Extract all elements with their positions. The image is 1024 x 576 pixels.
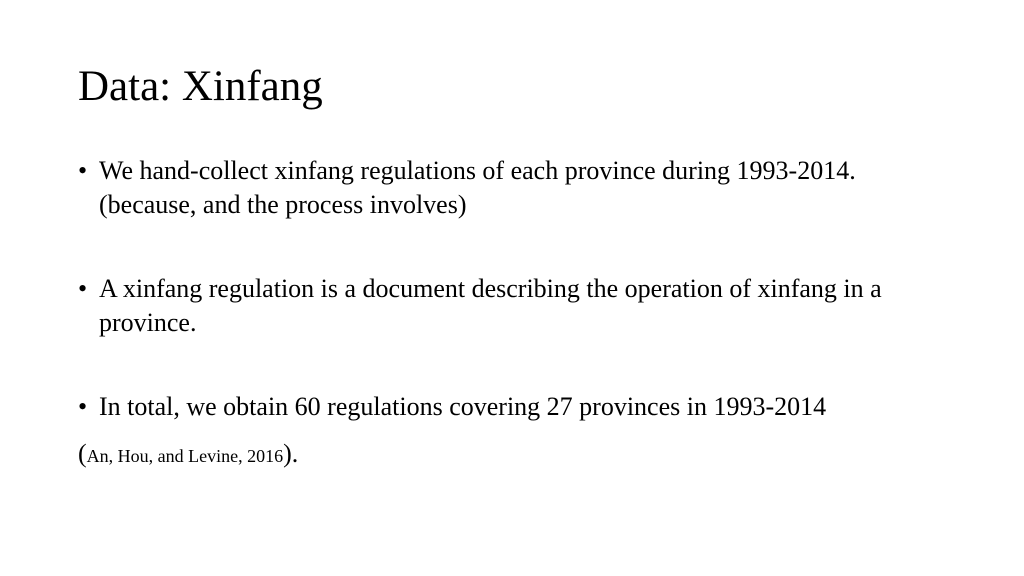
citation-close: ). — [283, 439, 299, 468]
bullet-dot: • — [78, 392, 88, 421]
citation-text: An, Hou, and Levine, 2016 — [86, 446, 284, 466]
citation-line — [78, 436, 298, 474]
bullet-item — [78, 154, 958, 222]
citation-open-paren: ( — [78, 439, 87, 468]
bullet-item — [78, 390, 958, 424]
bullet-text: In total, we obtain 60 regulations covering 27 provinces in 1993-2014 — [99, 392, 827, 421]
bullet-item — [78, 272, 958, 340]
bullet-dot: • — [78, 156, 88, 185]
bullet-text: We hand-collect xinfang regulations of each province during 1993-2014. (because, and the process involves) — [99, 156, 856, 219]
bullet-list — [78, 154, 958, 424]
bullet-text: A xinfang regulation is a document describing the operation of xinfang in a province. — [99, 274, 882, 337]
bullet-dot: • — [78, 274, 88, 303]
slide-title: Data: Xinfang — [78, 63, 323, 110]
